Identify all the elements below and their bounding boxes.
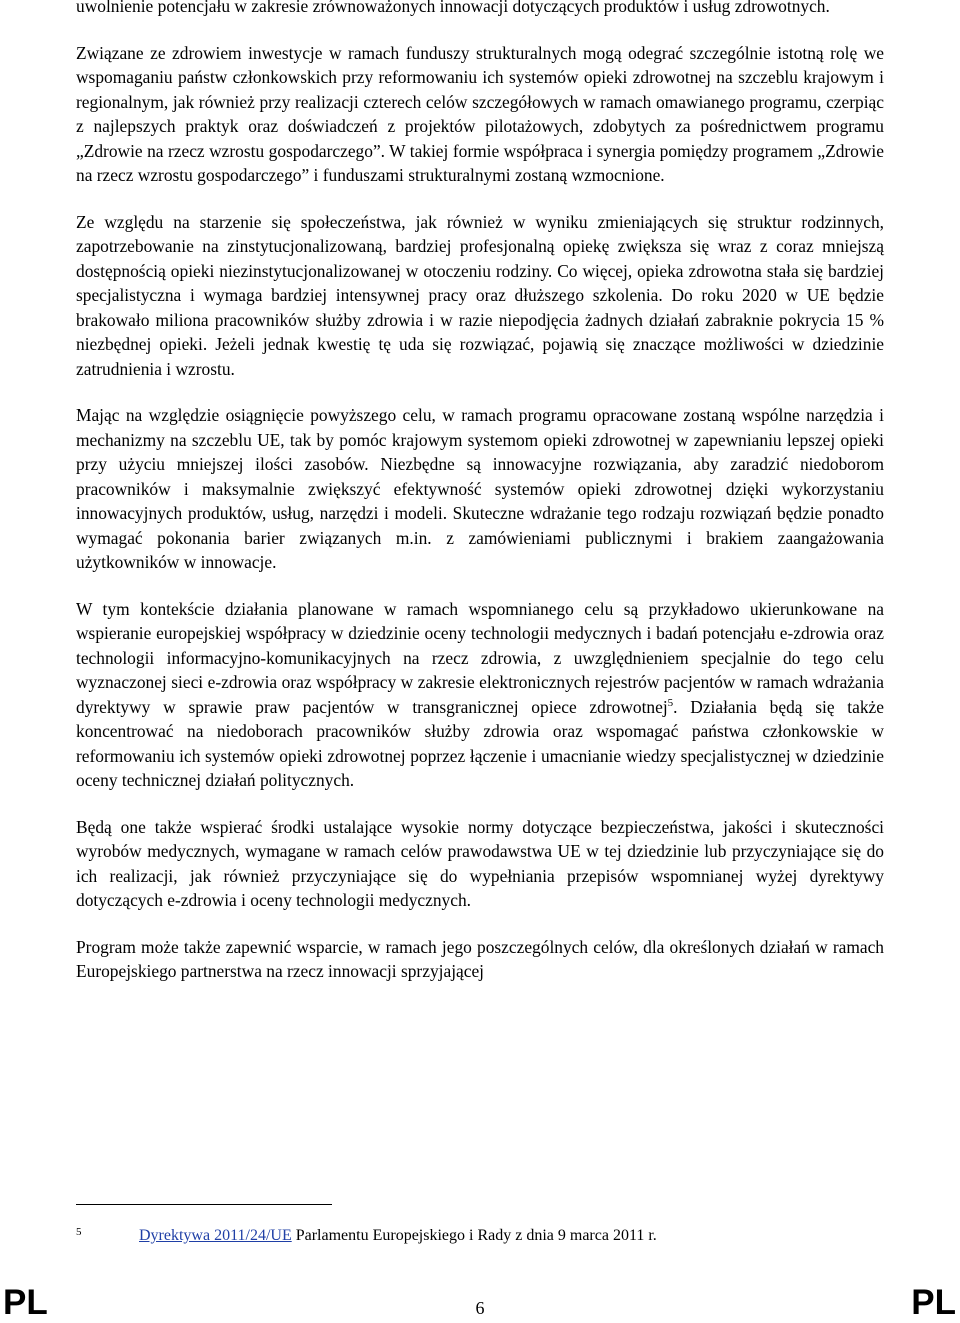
footnote-separator bbox=[76, 1204, 332, 1205]
directive-link[interactable]: Dyrektywa 2011/24/UE bbox=[139, 1227, 292, 1244]
language-code-right: PL bbox=[911, 1283, 956, 1322]
page-number: 6 bbox=[475, 1298, 485, 1318]
footnote-text bbox=[139, 1226, 657, 1246]
footnote-number: 5 bbox=[76, 1226, 82, 1238]
paragraph-hta-text-after: . Działania będą się także koncentrować na niedoborach pracowników służby zdrowia oraz wspomagać państwa członkowskie w reformowaniu ich systemów opieki zdrowotnej poprzez łączenie i umacnianie wiedzy specjalistycznej w dziedzinie oceny technicznej działań politycznych. bbox=[76, 696, 884, 790]
paragraph-innovation-partnership: Program może także zapewnić wsparcie, w ramach jego poszczególnych celów, dla określonych działań w ramach Europejskiego partnerstwa na rzecz innowacji sprzyjającej bbox=[76, 936, 884, 981]
document-body bbox=[76, 0, 884, 1006]
paragraph-structural-funds: Związane ze zdrowiem inwestycje w ramach funduszy strukturalnych mogą odegrać szczególnie istotną rolę we wspomaganiu państw członkowskich przy reformowaniu ich systemów opieki zdrowotnej na szczeblu krajowym i regionalnym, jak również przy realizacji czterech celów szczegółowych w ramach omawianego programu, czerpiąc z najlepszych praktyk oraz doświadczeń z projektów pilotażowych, zdobytych za pośrednictwem programu „Zdrowie na rzecz wzrostu gospodarczego”. W takiej formie współpraca i synergia pomiędzy programem „Zdrowie na rzecz wzrostu gospodarczego” i funduszami strukturalnymi zostaną wzmocnione. bbox=[76, 42, 884, 185]
footnote-rest-text: Parlamentu Europejskiego i Rady z dnia 9 marca 2011 r. bbox=[291, 1227, 657, 1244]
paragraph-ageing-society: Ze względu na starzenie się społeczeństwa, jak również w wyniku zmieniających się struktur rodzinnych, zapotrzebowanie na zinstytucjonalizowaną, bardziej profesjonalną opiekę zwiększa się wraz z coraz mniejszą dostępnością opieki niezinstytucjonalizowanej w otoczeniu rodziny. Co więcej, opieka zdrowotna stała się bardziej specjalistyczna i wymaga bardziej intensywnej pracy oraz dłuższego szkolenia. Do roku 2020 w UE będzie brakowało miliona pracowników służby zdrowia i w razie niepodjęcia żadnych działań zabraknie pokrycia 15 % niezbędnej opieki. Jeżeli jednak kwestię tę uda się rozwiązać, pojawią się znaczące możliwości w dziedzinie zatrudnienia i wzrostu. bbox=[76, 211, 884, 379]
paragraph-common-tools: Mając na względzie osiągnięcie powyższego celu, w ramach programu opracowane zostaną wspólne narzędzia i mechanizmy na szczeblu UE, tak by pomóc krajowym systemom opieki zdrowotnej w zapewnianiu lepszej opieki przy użyciu mniejszej ilości zasobów. Niezbędne są innowacyjne rozwiązania, aby zaradzić niedoborom pracowników i maksymalnie zwiększyć efektywność systemów opieki zdrowotnej dzięki wykorzystaniu innowacyjnych produktów, usług, narzędzi i modeli. Skuteczne wdrażanie tego rodzaju rozwiązań będzie ponadto wymagać pokonania barier związanych m.in. z zamówieniami publicznymi i brakiem zaangażowania użytkowników w innowacje. bbox=[76, 405, 884, 572]
paragraph-hta-text-before: W tym kontekście działania planowane w ramach wspomnianego celu są przykładowo ukierunkowane na wspieranie europejskiej współpracy w dziedzinie oceny technologii medycznych i badań potencjału e-zdrowia oraz technologii informacyjno-komunikacyjnych na rzecz zdrowia, z uwzględnieniem specjalnie do tego celu wyznaczonej sieci e-zdrowia oraz współpracy w zakresie elektronicznych rejestrów pacjentów w ramach wdrażania dyrektywy w sprawie praw pacjentów w transgranicznej opiece zdrowotnej bbox=[76, 598, 884, 717]
language-code-left: PL bbox=[3, 1283, 48, 1322]
paragraph-continuation: uwolnienie potencjału w zakresie zrównoważonych innowacji dotyczących produktów i usług zdrowotnych. bbox=[76, 0, 830, 16]
footnote-reference[interactable]: 5 bbox=[667, 696, 674, 709]
paragraph-medical-devices: Będą one także wspierać środki ustalające wysokie normy dotyczące bezpieczeństwa, jakości i skuteczności wyrobów medycznych, wymagane w ramach celów prawodawstwa UE w tej dziedzinie lub przyczyniające się do ich realizacji, jak również przyczyniające się do wypełniania przepisów wspomnianej wyżej dyrektywy dotyczących e-zdrowia i oceny technologii medycznych. bbox=[76, 816, 884, 910]
paragraph-hta-cooperation bbox=[76, 597, 884, 793]
